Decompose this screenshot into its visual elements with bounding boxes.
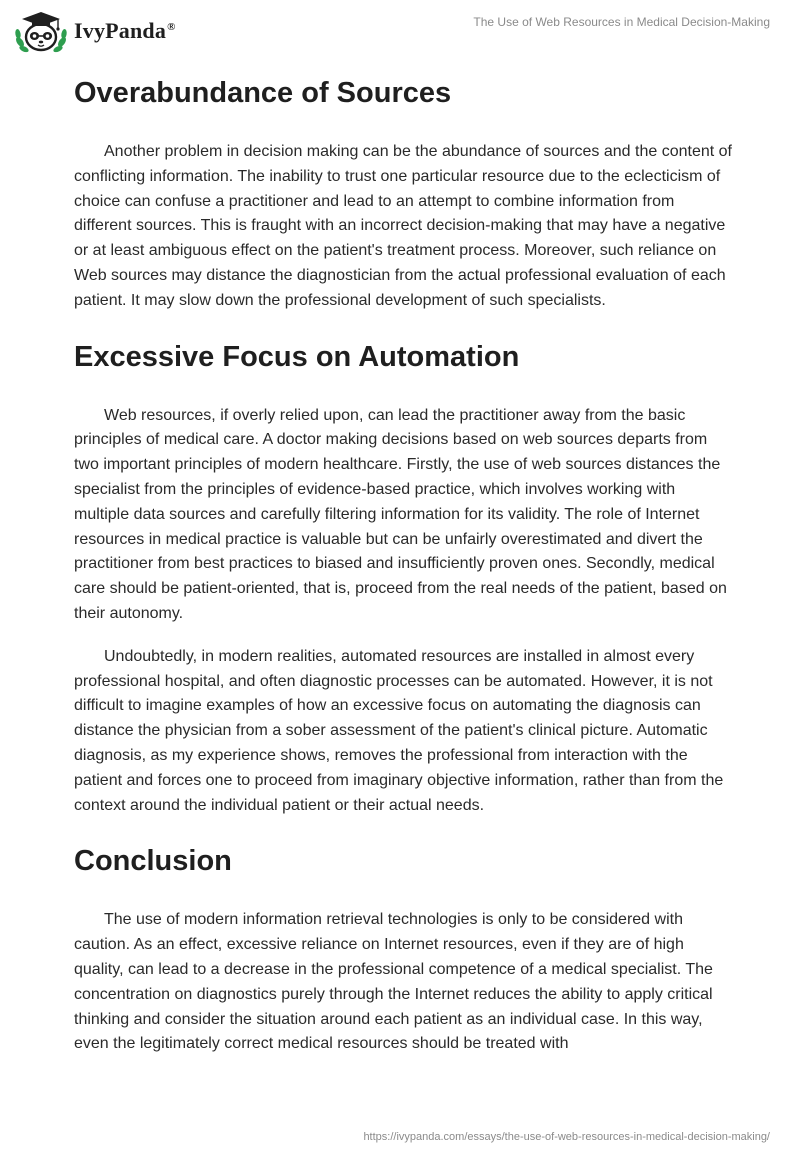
paragraph: Undoubtedly, in modern realities, automated resources are installed in almost every professional hospital, and often diagnostic processes can be automated. However, it is not difficult to imagine examples of how an excessive focus on automating the diagnosis can distance the physician from a sober assessment of the patient's clinical picture. Automatic diagnosis, as my experience shows, removes the professional from interaction with the patient and forces one to proceed from imaginary objective information, rather than from the context around the individual patient or their actual needs.: [74, 647, 724, 814]
section-heading: Overabundance of Sources: [74, 77, 452, 109]
panda-graduate-icon: [14, 8, 68, 54]
paragraph: The use of modern information retrieval technologies is only to be considered with caution. As an effect, excessive reliance on Internet resources, even if they are of high quality, can lead to a decrease in the professional competence of a medical specialist. The concentration on diagnostics purely through the Internet reduces the ability to apply critical thinking and consider the situation around each patient as an individual case. In this way, even the legitimately correct medical resources should be treated with: [74, 911, 713, 1053]
paragraph: Another problem in decision making can be the abundance of sources and the content of conflicting information. The inability to trust one particular resource due to the eclecticism of choice can confuse a practitioner and lead to an attempt to combine information from different sources. This is fraught with an incorrect decision-making that may have a negative or at least ambiguous effect on the patient's treatment process. Moreover, such reliance on Web sources may distance the diagnostician from the actual professional evaluation of each patient. It may slow down the professional development of such specialists.: [74, 143, 732, 309]
section-excessive-focus-on-automation: [74, 337, 734, 819]
essay-content: [74, 60, 734, 1057]
document-title: The Use of Web Resources in Medical Decision-Making: [473, 15, 770, 29]
section-overabundance-of-sources: [74, 73, 734, 314]
page-header: [0, 0, 800, 60]
logo-text: IvyPanda®: [74, 18, 176, 43]
paragraph: Web resources, if overly relied upon, can lead the practitioner away from the basic principles of medical care. A doctor making decisions based on web sources departs from two important principles of modern healthcare. Firstly, the use of web sources distances the specialist from the principles of evidence-based practice, which involves working with multiple data sources and carefully filtering information for its validity. The role of Internet resources in medical practice is valuable but can be unfairly overestimated and divert the practitioner from best practices to biased and insufficiently proven ones. Secondly, medical care should be patient-oriented, that is, proceed from the real needs of the patient, based on their autonomy.: [74, 406, 727, 622]
section-heading: Conclusion: [74, 845, 232, 878]
section-heading: Excessive Focus on Automation: [74, 340, 520, 373]
source-url-link[interactable]: https://ivypanda.com/essays/the-use-of-web-resources-in-medical-decision-making/: [363, 1131, 770, 1143]
section-conclusion: [74, 841, 734, 1057]
ivypanda-logo[interactable]: [14, 8, 176, 54]
